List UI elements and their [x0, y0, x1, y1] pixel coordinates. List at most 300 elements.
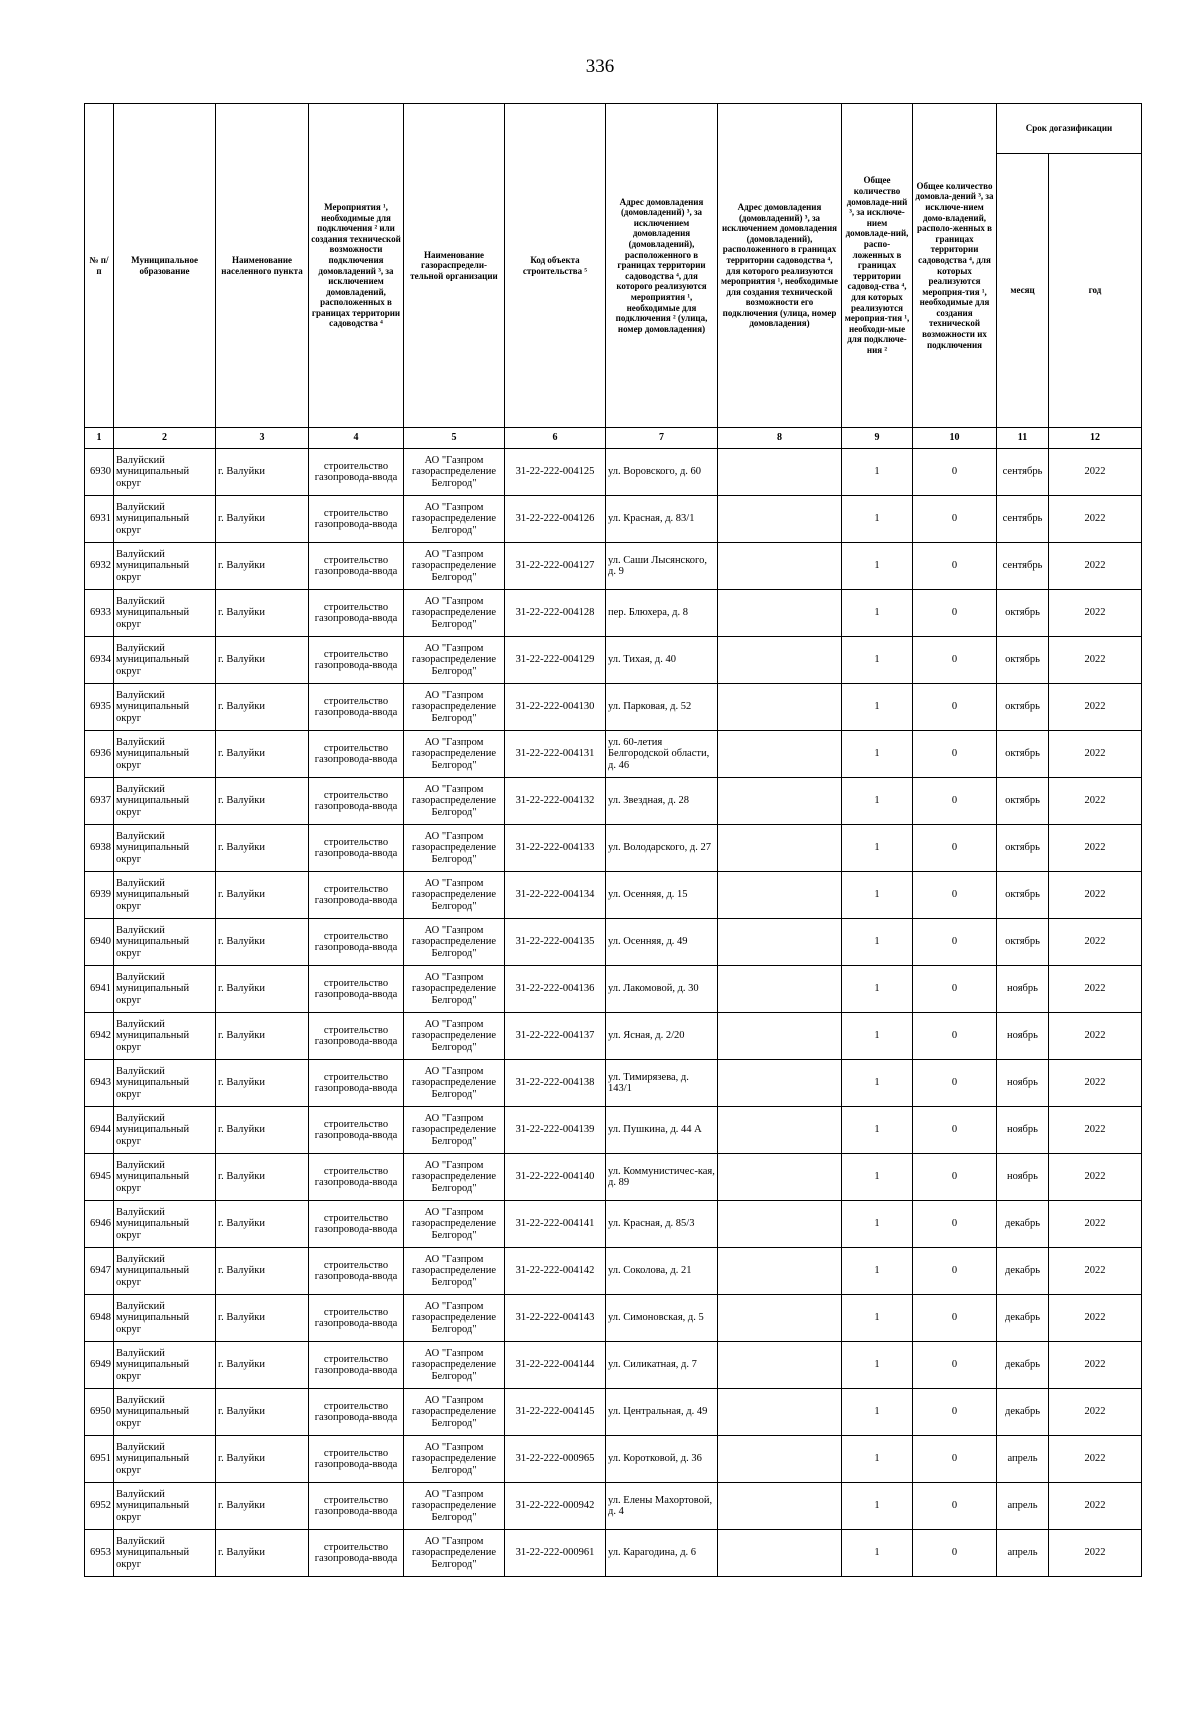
gas-org-cell: АО "Газпром газораспределение Белгород": [404, 1389, 505, 1436]
measure-cell: строительство газопровода-ввода: [309, 449, 404, 496]
gas-org-cell: АО "Газпром газораспределение Белгород": [404, 1060, 505, 1107]
measure-cell: строительство газопровода-ввода: [309, 1154, 404, 1201]
count-connection-cell: 1: [842, 1154, 913, 1201]
year-cell: 2022: [1049, 1295, 1142, 1342]
municipality-cell: Валуйский муниципальный округ: [114, 825, 216, 872]
count-tech-cell: 0: [913, 1013, 997, 1060]
address-cell: ул. Карагодина, д. 6: [606, 1530, 718, 1577]
gas-org-cell: АО "Газпром газораспределение Белгород": [404, 778, 505, 825]
object-code-cell: 31-22-222-004135: [505, 919, 606, 966]
object-code-cell: 31-22-222-000965: [505, 1436, 606, 1483]
header-gas-org: Наименование газораспредели-тельной организации: [404, 104, 505, 428]
gas-org-cell: АО "Газпром газораспределение Белгород": [404, 590, 505, 637]
settlement-cell: г. Валуйки: [216, 731, 309, 778]
address-tech-cell: [718, 1107, 842, 1154]
table-row: [85, 1436, 1142, 1483]
address-cell: ул. 60-летия Белгородской области, д. 46: [606, 731, 718, 778]
row-number: 6947: [85, 1248, 114, 1295]
count-tech-cell: 0: [913, 543, 997, 590]
municipality-cell: Валуйский муниципальный округ: [114, 1107, 216, 1154]
row-number: 6939: [85, 872, 114, 919]
count-connection-cell: 1: [842, 919, 913, 966]
settlement-cell: г. Валуйки: [216, 778, 309, 825]
count-tech-cell: 0: [913, 637, 997, 684]
address-cell: ул. Силикатная, д. 7: [606, 1342, 718, 1389]
address-cell: ул. Центральная, д. 49: [606, 1389, 718, 1436]
object-code-cell: 31-22-222-004128: [505, 590, 606, 637]
month-cell: октябрь: [997, 637, 1049, 684]
object-code-cell: 31-22-222-000961: [505, 1530, 606, 1577]
address-cell: ул. Красная, д. 83/1: [606, 496, 718, 543]
header-month: месяц: [997, 154, 1049, 428]
measure-cell: строительство газопровода-ввода: [309, 637, 404, 684]
header-address-tech: Адрес домовладения (домовладений) ³, за исключением домовладения (домовладений), расположенного в границах территории садоводства ⁴, для которого реализуются мероприятия ¹, необходимые для создания технической возможности его подключения (улица, номер домовладения): [718, 104, 842, 428]
municipality-cell: Валуйский муниципальный округ: [114, 496, 216, 543]
table-row: [85, 1013, 1142, 1060]
measure-cell: строительство газопровода-ввода: [309, 919, 404, 966]
year-cell: 2022: [1049, 919, 1142, 966]
gas-org-cell: АО "Газпром газораспределение Белгород": [404, 637, 505, 684]
year-cell: 2022: [1049, 684, 1142, 731]
column-number: 5: [404, 428, 505, 449]
count-connection-cell: 1: [842, 684, 913, 731]
year-cell: 2022: [1049, 1154, 1142, 1201]
column-number: 11: [997, 428, 1049, 449]
gas-org-cell: АО "Газпром газораспределение Белгород": [404, 1295, 505, 1342]
row-number: 6953: [85, 1530, 114, 1577]
table-row: [85, 496, 1142, 543]
table-row: [85, 1342, 1142, 1389]
row-number: 6937: [85, 778, 114, 825]
gas-org-cell: АО "Газпром газораспределение Белгород": [404, 731, 505, 778]
gas-org-cell: АО "Газпром газораспределение Белгород": [404, 872, 505, 919]
count-connection-cell: 1: [842, 1389, 913, 1436]
column-number: 8: [718, 428, 842, 449]
count-tech-cell: 0: [913, 496, 997, 543]
month-cell: октябрь: [997, 778, 1049, 825]
gas-org-cell: АО "Газпром газораспределение Белгород": [404, 1154, 505, 1201]
table-row: [85, 966, 1142, 1013]
address-cell: ул. Звездная, д. 28: [606, 778, 718, 825]
header-n: № п/п: [85, 104, 114, 428]
year-cell: 2022: [1049, 1530, 1142, 1577]
municipality-cell: Валуйский муниципальный округ: [114, 966, 216, 1013]
year-cell: 2022: [1049, 496, 1142, 543]
address-tech-cell: [718, 637, 842, 684]
settlement-cell: г. Валуйки: [216, 1201, 309, 1248]
settlement-cell: г. Валуйки: [216, 1248, 309, 1295]
year-cell: 2022: [1049, 1342, 1142, 1389]
object-code-cell: 31-22-222-004145: [505, 1389, 606, 1436]
gas-org-cell: АО "Газпром газораспределение Белгород": [404, 1342, 505, 1389]
year-cell: 2022: [1049, 1013, 1142, 1060]
address-tech-cell: [718, 966, 842, 1013]
settlement-cell: г. Валуйки: [216, 1389, 309, 1436]
count-tech-cell: 0: [913, 1154, 997, 1201]
address-cell: ул. Воровского, д. 60: [606, 449, 718, 496]
address-tech-cell: [718, 825, 842, 872]
year-cell: 2022: [1049, 590, 1142, 637]
municipality-cell: Валуйский муниципальный округ: [114, 1013, 216, 1060]
measure-cell: строительство газопровода-ввода: [309, 1436, 404, 1483]
column-number: 3: [216, 428, 309, 449]
count-connection-cell: 1: [842, 449, 913, 496]
header-deadline: Срок догазификации: [997, 104, 1142, 154]
address-tech-cell: [718, 1436, 842, 1483]
month-cell: октябрь: [997, 825, 1049, 872]
count-connection-cell: 1: [842, 1107, 913, 1154]
object-code-cell: 31-22-222-004129: [505, 637, 606, 684]
gas-org-cell: АО "Газпром газораспределение Белгород": [404, 966, 505, 1013]
object-code-cell: 31-22-222-004134: [505, 872, 606, 919]
count-connection-cell: 1: [842, 1248, 913, 1295]
table-row: [85, 1389, 1142, 1436]
count-tech-cell: 0: [913, 919, 997, 966]
address-cell: ул. Осенняя, д. 49: [606, 919, 718, 966]
count-tech-cell: 0: [913, 1483, 997, 1530]
year-cell: 2022: [1049, 1201, 1142, 1248]
count-tech-cell: 0: [913, 1201, 997, 1248]
object-code-cell: 31-22-222-004125: [505, 449, 606, 496]
table-row: [85, 637, 1142, 684]
count-tech-cell: 0: [913, 1530, 997, 1577]
settlement-cell: г. Валуйки: [216, 872, 309, 919]
gas-org-cell: АО "Газпром газораспределение Белгород": [404, 496, 505, 543]
year-cell: 2022: [1049, 1107, 1142, 1154]
settlement-cell: г. Валуйки: [216, 543, 309, 590]
count-connection-cell: 1: [842, 778, 913, 825]
column-number: 9: [842, 428, 913, 449]
address-cell: пер. Блюхера, д. 8: [606, 590, 718, 637]
object-code-cell: 31-22-222-004144: [505, 1342, 606, 1389]
page-number: 336: [585, 56, 615, 77]
row-number: 6948: [85, 1295, 114, 1342]
measure-cell: строительство газопровода-ввода: [309, 1530, 404, 1577]
row-number: 6946: [85, 1201, 114, 1248]
table-row: [85, 543, 1142, 590]
settlement-cell: г. Валуйки: [216, 1107, 309, 1154]
address-tech-cell: [718, 731, 842, 778]
count-tech-cell: 0: [913, 778, 997, 825]
measure-cell: строительство газопровода-ввода: [309, 778, 404, 825]
address-cell: ул. Саши Лысянского, д. 9: [606, 543, 718, 590]
count-connection-cell: 1: [842, 496, 913, 543]
count-connection-cell: 1: [842, 1342, 913, 1389]
address-cell: ул. Тимирязева, д. 143/1: [606, 1060, 718, 1107]
header-municipality: Муниципальное образование: [114, 104, 216, 428]
year-cell: 2022: [1049, 778, 1142, 825]
gas-org-cell: АО "Газпром газораспределение Белгород": [404, 1248, 505, 1295]
address-tech-cell: [718, 590, 842, 637]
gas-org-cell: АО "Газпром газораспределение Белгород": [404, 1013, 505, 1060]
address-tech-cell: [718, 919, 842, 966]
address-cell: ул. Осенняя, д. 15: [606, 872, 718, 919]
column-number: 7: [606, 428, 718, 449]
measure-cell: строительство газопровода-ввода: [309, 731, 404, 778]
address-tech-cell: [718, 684, 842, 731]
table-row: [85, 449, 1142, 496]
year-cell: 2022: [1049, 731, 1142, 778]
count-connection-cell: 1: [842, 637, 913, 684]
address-tech-cell: [718, 543, 842, 590]
row-number: 6930: [85, 449, 114, 496]
month-cell: ноябрь: [997, 1154, 1049, 1201]
count-tech-cell: 0: [913, 825, 997, 872]
address-cell: ул. Лакомовой, д. 30: [606, 966, 718, 1013]
object-code-cell: 31-22-222-004142: [505, 1248, 606, 1295]
table-row: [85, 872, 1142, 919]
address-cell: ул. Красная, д. 85/3: [606, 1201, 718, 1248]
table-row: [85, 1483, 1142, 1530]
municipality-cell: Валуйский муниципальный округ: [114, 543, 216, 590]
year-cell: 2022: [1049, 1060, 1142, 1107]
measure-cell: строительство газопровода-ввода: [309, 1201, 404, 1248]
municipality-cell: Валуйский муниципальный округ: [114, 590, 216, 637]
row-number: 6950: [85, 1389, 114, 1436]
gas-org-cell: АО "Газпром газораспределение Белгород": [404, 1107, 505, 1154]
year-cell: 2022: [1049, 449, 1142, 496]
month-cell: ноябрь: [997, 1107, 1049, 1154]
column-number: 10: [913, 428, 997, 449]
measure-cell: строительство газопровода-ввода: [309, 684, 404, 731]
municipality-cell: Валуйский муниципальный округ: [114, 1342, 216, 1389]
table-row: [85, 825, 1142, 872]
month-cell: декабрь: [997, 1342, 1049, 1389]
row-number: 6933: [85, 590, 114, 637]
address-tech-cell: [718, 1295, 842, 1342]
header-count-tech: Общее количество домовла-дений ³, за исключе-нием домо-владений, располо-женных в границах территории садоводства ⁴, для которых реализуются мероприя-тия ¹, необходимые для создания технической возможности их подключения: [913, 104, 997, 428]
settlement-cell: г. Валуйки: [216, 1013, 309, 1060]
column-number-row: [85, 428, 1142, 449]
address-cell: ул. Пушкина, д. 44 А: [606, 1107, 718, 1154]
gas-org-cell: АО "Газпром газораспределение Белгород": [404, 1436, 505, 1483]
object-code-cell: 31-22-222-004133: [505, 825, 606, 872]
year-cell: 2022: [1049, 1248, 1142, 1295]
municipality-cell: Валуйский муниципальный округ: [114, 684, 216, 731]
gas-org-cell: АО "Газпром газораспределение Белгород": [404, 1530, 505, 1577]
address-tech-cell: [718, 1389, 842, 1436]
measure-cell: строительство газопровода-ввода: [309, 496, 404, 543]
count-tech-cell: 0: [913, 684, 997, 731]
table-body: [85, 449, 1142, 1577]
measure-cell: строительство газопровода-ввода: [309, 1389, 404, 1436]
count-connection-cell: 1: [842, 1530, 913, 1577]
gas-org-cell: АО "Газпром газораспределение Белгород": [404, 919, 505, 966]
row-number: 6949: [85, 1342, 114, 1389]
row-number: 6951: [85, 1436, 114, 1483]
address-tech-cell: [718, 496, 842, 543]
settlement-cell: г. Валуйки: [216, 449, 309, 496]
object-code-cell: 31-22-222-004130: [505, 684, 606, 731]
address-cell: ул. Володарского, д. 27: [606, 825, 718, 872]
month-cell: октябрь: [997, 731, 1049, 778]
table-row: [85, 778, 1142, 825]
address-tech-cell: [718, 1154, 842, 1201]
count-connection-cell: 1: [842, 825, 913, 872]
measure-cell: строительство газопровода-ввода: [309, 590, 404, 637]
gasification-table: [84, 103, 1142, 1577]
count-connection-cell: 1: [842, 1436, 913, 1483]
measure-cell: строительство газопровода-ввода: [309, 825, 404, 872]
municipality-cell: Валуйский муниципальный округ: [114, 731, 216, 778]
measure-cell: строительство газопровода-ввода: [309, 1107, 404, 1154]
month-cell: декабрь: [997, 1248, 1049, 1295]
municipality-cell: Валуйский муниципальный округ: [114, 1060, 216, 1107]
municipality-cell: Валуйский муниципальный округ: [114, 1248, 216, 1295]
table-row: [85, 684, 1142, 731]
settlement-cell: г. Валуйки: [216, 1060, 309, 1107]
measure-cell: строительство газопровода-ввода: [309, 1013, 404, 1060]
row-number: 6938: [85, 825, 114, 872]
settlement-cell: г. Валуйки: [216, 637, 309, 684]
count-connection-cell: 1: [842, 543, 913, 590]
table-row: [85, 1248, 1142, 1295]
table-row: [85, 731, 1142, 778]
row-number: 6931: [85, 496, 114, 543]
count-connection-cell: 1: [842, 1295, 913, 1342]
year-cell: 2022: [1049, 543, 1142, 590]
table-row: [85, 919, 1142, 966]
count-tech-cell: 0: [913, 1107, 997, 1154]
month-cell: октябрь: [997, 919, 1049, 966]
object-code-cell: 31-22-222-004127: [505, 543, 606, 590]
settlement-cell: г. Валуйки: [216, 825, 309, 872]
column-number: 2: [114, 428, 216, 449]
settlement-cell: г. Валуйки: [216, 1436, 309, 1483]
gas-org-cell: АО "Газпром газораспределение Белгород": [404, 1483, 505, 1530]
measure-cell: строительство газопровода-ввода: [309, 1248, 404, 1295]
address-cell: ул. Соколова, д. 21: [606, 1248, 718, 1295]
table-row: [85, 1201, 1142, 1248]
table-row: [85, 1060, 1142, 1107]
municipality-cell: Валуйский муниципальный округ: [114, 872, 216, 919]
gas-org-cell: АО "Газпром газораспределение Белгород": [404, 543, 505, 590]
header-settlement: Наименование населенного пункта: [216, 104, 309, 428]
object-code-cell: 31-22-222-004137: [505, 1013, 606, 1060]
table-row: [85, 590, 1142, 637]
address-cell: ул. Коротковой, д. 36: [606, 1436, 718, 1483]
object-code-cell: 31-22-222-004131: [505, 731, 606, 778]
count-tech-cell: 0: [913, 1248, 997, 1295]
address-tech-cell: [718, 1248, 842, 1295]
measure-cell: строительство газопровода-ввода: [309, 1483, 404, 1530]
year-cell: 2022: [1049, 1389, 1142, 1436]
address-cell: ул. Тихая, д. 40: [606, 637, 718, 684]
settlement-cell: г. Валуйки: [216, 684, 309, 731]
measure-cell: строительство газопровода-ввода: [309, 1060, 404, 1107]
row-number: 6945: [85, 1154, 114, 1201]
month-cell: декабрь: [997, 1201, 1049, 1248]
month-cell: апрель: [997, 1483, 1049, 1530]
year-cell: 2022: [1049, 637, 1142, 684]
address-tech-cell: [718, 1530, 842, 1577]
month-cell: октябрь: [997, 872, 1049, 919]
month-cell: ноябрь: [997, 966, 1049, 1013]
municipality-cell: Валуйский муниципальный округ: [114, 1201, 216, 1248]
settlement-cell: г. Валуйки: [216, 496, 309, 543]
month-cell: сентябрь: [997, 496, 1049, 543]
object-code-cell: 31-22-222-004126: [505, 496, 606, 543]
measure-cell: строительство газопровода-ввода: [309, 966, 404, 1013]
count-tech-cell: 0: [913, 1295, 997, 1342]
month-cell: апрель: [997, 1436, 1049, 1483]
municipality-cell: Валуйский муниципальный округ: [114, 1530, 216, 1577]
month-cell: сентябрь: [997, 543, 1049, 590]
settlement-cell: г. Валуйки: [216, 1342, 309, 1389]
gas-org-cell: АО "Газпром газораспределение Белгород": [404, 684, 505, 731]
measure-cell: строительство газопровода-ввода: [309, 1342, 404, 1389]
municipality-cell: Валуйский муниципальный округ: [114, 1436, 216, 1483]
address-tech-cell: [718, 1483, 842, 1530]
month-cell: октябрь: [997, 684, 1049, 731]
settlement-cell: г. Валуйки: [216, 1530, 309, 1577]
address-tech-cell: [718, 1342, 842, 1389]
settlement-cell: г. Валуйки: [216, 1154, 309, 1201]
count-tech-cell: 0: [913, 872, 997, 919]
year-cell: 2022: [1049, 1436, 1142, 1483]
address-tech-cell: [718, 1013, 842, 1060]
row-number: 6943: [85, 1060, 114, 1107]
row-number: 6942: [85, 1013, 114, 1060]
month-cell: октябрь: [997, 590, 1049, 637]
object-code-cell: 31-22-222-004141: [505, 1201, 606, 1248]
row-number: 6935: [85, 684, 114, 731]
month-cell: декабрь: [997, 1389, 1049, 1436]
object-code-cell: 31-22-222-004136: [505, 966, 606, 1013]
measure-cell: строительство газопровода-ввода: [309, 543, 404, 590]
header-count-connection: Общее количество домовладе-ний ³, за исключе-нием домовладе-ний, распо-ложенных в границах территории садовод-ства ⁴, для которых реализуются мероприя-тия ¹, необходи-мые для подключе-ния ²: [842, 104, 913, 428]
count-tech-cell: 0: [913, 1389, 997, 1436]
measure-cell: строительство газопровода-ввода: [309, 872, 404, 919]
settlement-cell: г. Валуйки: [216, 590, 309, 637]
municipality-cell: Валуйский муниципальный округ: [114, 1389, 216, 1436]
row-number: 6932: [85, 543, 114, 590]
municipality-cell: Валуйский муниципальный округ: [114, 1295, 216, 1342]
column-number: 6: [505, 428, 606, 449]
row-number: 6936: [85, 731, 114, 778]
count-connection-cell: 1: [842, 731, 913, 778]
count-connection-cell: 1: [842, 1060, 913, 1107]
address-cell: ул. Коммунистичес-кая, д. 89: [606, 1154, 718, 1201]
month-cell: ноябрь: [997, 1060, 1049, 1107]
settlement-cell: г. Валуйки: [216, 1295, 309, 1342]
object-code-cell: 31-22-222-004140: [505, 1154, 606, 1201]
settlement-cell: г. Валуйки: [216, 966, 309, 1013]
row-number: 6944: [85, 1107, 114, 1154]
year-cell: 2022: [1049, 872, 1142, 919]
year-cell: 2022: [1049, 966, 1142, 1013]
row-number: 6941: [85, 966, 114, 1013]
table-row: [85, 1530, 1142, 1577]
object-code-cell: 31-22-222-000942: [505, 1483, 606, 1530]
settlement-cell: г. Валуйки: [216, 1483, 309, 1530]
month-cell: декабрь: [997, 1295, 1049, 1342]
address-tech-cell: [718, 449, 842, 496]
month-cell: апрель: [997, 1530, 1049, 1577]
year-cell: 2022: [1049, 1483, 1142, 1530]
address-cell: ул. Елены Махортовой, д. 4: [606, 1483, 718, 1530]
month-cell: сентябрь: [997, 449, 1049, 496]
count-connection-cell: 1: [842, 1013, 913, 1060]
count-tech-cell: 0: [913, 966, 997, 1013]
count-connection-cell: 1: [842, 590, 913, 637]
header-object-code: Код объекта строительства ⁵: [505, 104, 606, 428]
address-cell: ул. Симоновская, д. 5: [606, 1295, 718, 1342]
count-tech-cell: 0: [913, 1436, 997, 1483]
gas-org-cell: АО "Газпром газораспределение Белгород": [404, 1201, 505, 1248]
address-tech-cell: [718, 872, 842, 919]
address-cell: ул. Парковая, д. 52: [606, 684, 718, 731]
